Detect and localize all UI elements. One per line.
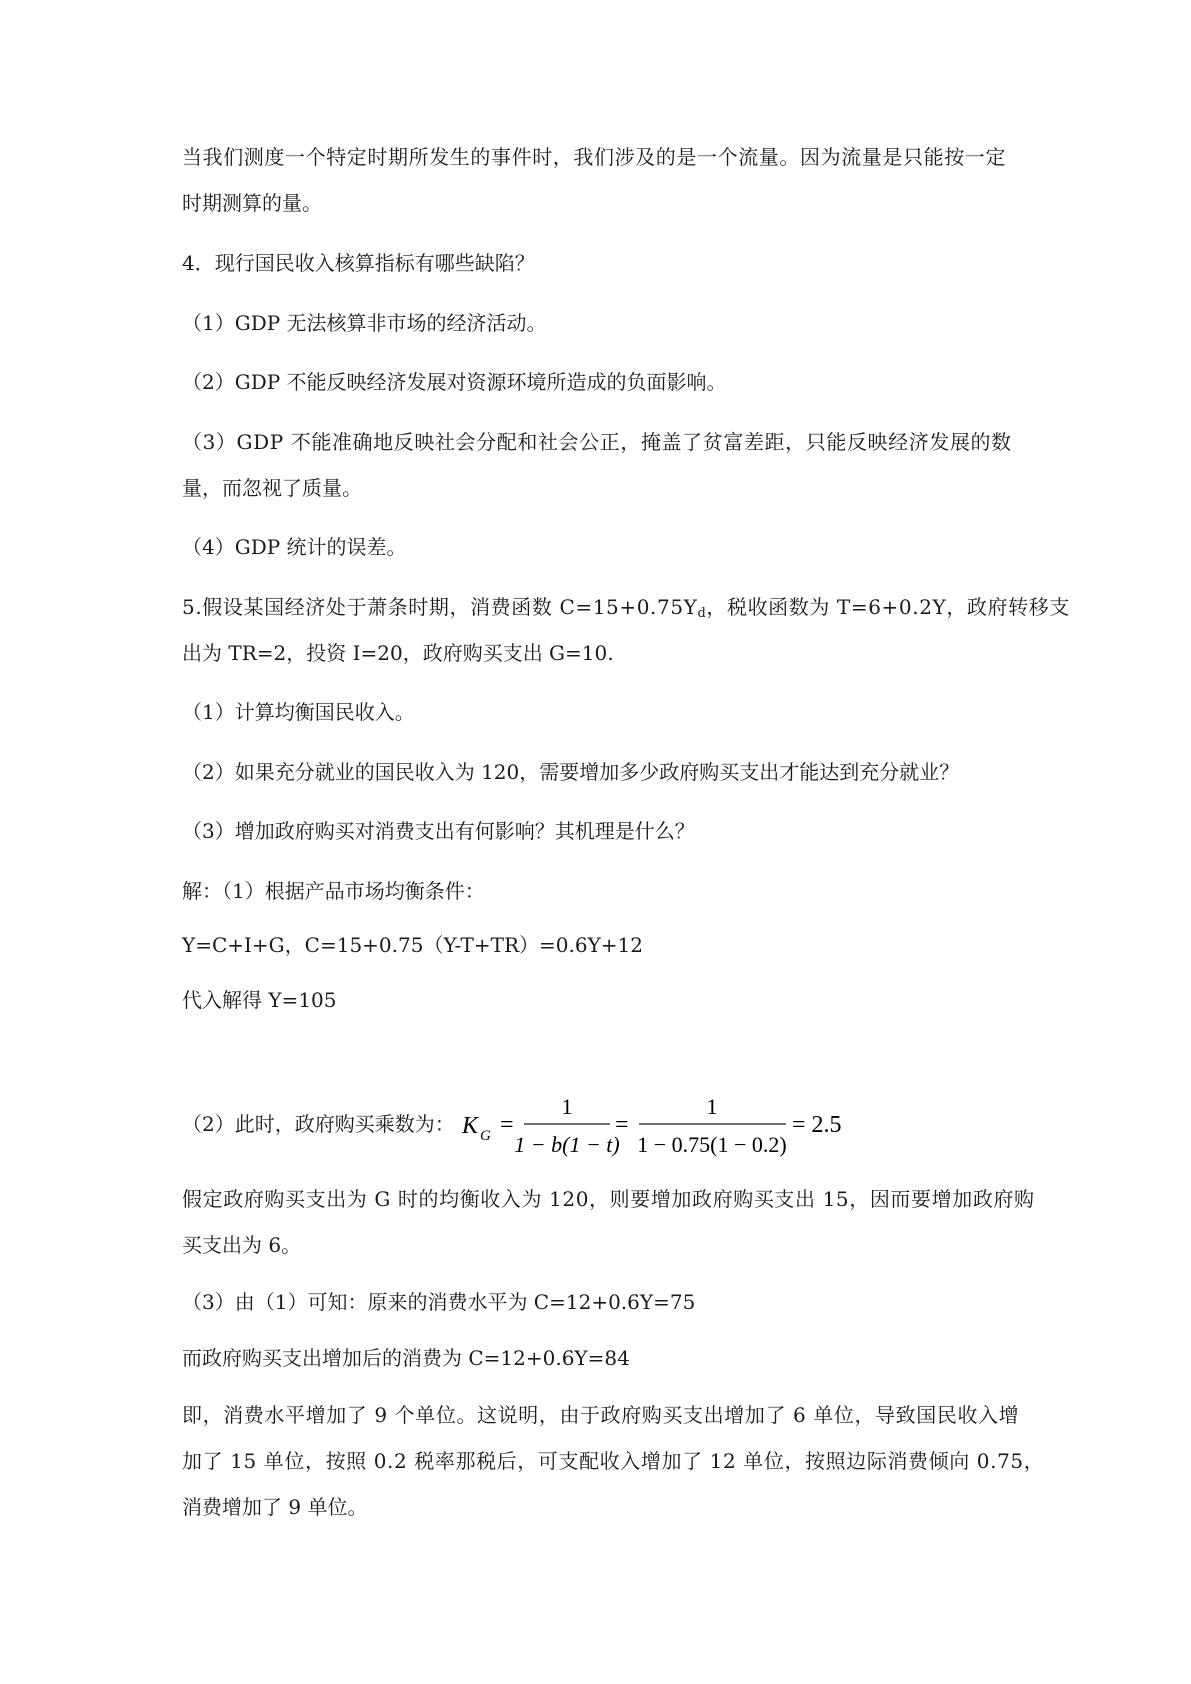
text-line: 买支出为 6。 [182,1233,302,1257]
list-item: （4）GDP 统计的误差。 [182,535,407,559]
fraction2-denominator: 1 − 0.75(1 − 0.2) [637,1132,787,1157]
text-segment: 5.假设某国经济处于萧条时期，消费函数 C=15+0.75Y [182,595,698,619]
formula-result: = 2.5 [792,1112,842,1138]
text-line: 时期测算的量。 [182,191,322,215]
formula-lhs-sub: G [480,1128,491,1144]
fraction1-denominator: 1 − b(1 − t) [514,1132,620,1157]
multiplier-formula [182,1086,1082,1166]
text-segment: ，税收函数为 T=6+0.2Y，政府转移支 [706,595,1070,619]
fraction1-numerator: 1 [561,1094,573,1119]
text-line: 消费增加了 9 单位。 [182,1495,368,1519]
solution-heading: 解：（1）根据产品市场均衡条件： [182,879,485,903]
formula-lead: （2）此时，政府购买乘数为： [182,1112,455,1136]
equation-line: Y=C+I+G，C=15+0.75（Y-T+TR）=0.6Y+12 [182,933,643,957]
text-line: 量，而忽视了质量。 [182,476,362,500]
text-line: 加了 15 单位，按照 0.2 税率那税后，可支配收入增加了 12 单位，按照边际消费倾向 0.75， [182,1449,1045,1473]
question-heading: 4．现行国民收入核算指标有哪些缺陷？ [182,251,535,275]
fraction2-numerator: 1 [706,1094,718,1119]
list-item: （1）GDP 无法核算非市场的经济活动。 [182,311,547,335]
text-line: 出为 TR=2，投资 I=20，政府购买支出 G=10. [182,641,614,665]
list-item: （2）GDP 不能反映经济发展对资源环境所造成的负面影响。 [182,370,727,394]
list-item: （3）GDP 不能准确地反映社会分配和社会公正，掩盖了贫富差距，只能反映经济发展的数 [182,430,1012,454]
list-item: （3）增加政府购买对消费支出有何影响？其机理是什么？ [182,819,695,843]
formula-svg [462,1086,1022,1166]
text-line: 假定政府购买支出为 G 时的均衡收入为 120，则要增加政府购买支出 15，因而要增加政府购 [182,1187,1035,1211]
equation-line: 代入解得 Y=105 [182,988,337,1012]
text-line: 即，消费水平增加了 9 个单位。这说明，由于政府购买支出增加了 6 单位，导致国民收入增 [182,1403,1020,1427]
formula-eq: = [615,1112,629,1138]
subscript: d [697,606,707,621]
text-line: 当我们测度一个特定时期所发生的事件时，我们涉及的是一个流量。因为流量是只能按一定 [182,145,1006,169]
text-line: 而政府购买支出增加后的消费为 C=12+0.6Y=84 [182,1346,630,1370]
formula-eq: = [500,1112,514,1138]
text-line: （3）由（1）可知：原来的消费水平为 C=12+0.6Y=75 [182,1290,696,1314]
question-heading [182,594,1070,627]
list-item: （1）计算均衡国民收入。 [182,700,415,724]
formula-lhs: K [462,1113,479,1139]
list-item: （2）如果充分就业的国民收入为 120，需要增加多少政府购买支出才能达到充分就业？ [182,760,960,784]
